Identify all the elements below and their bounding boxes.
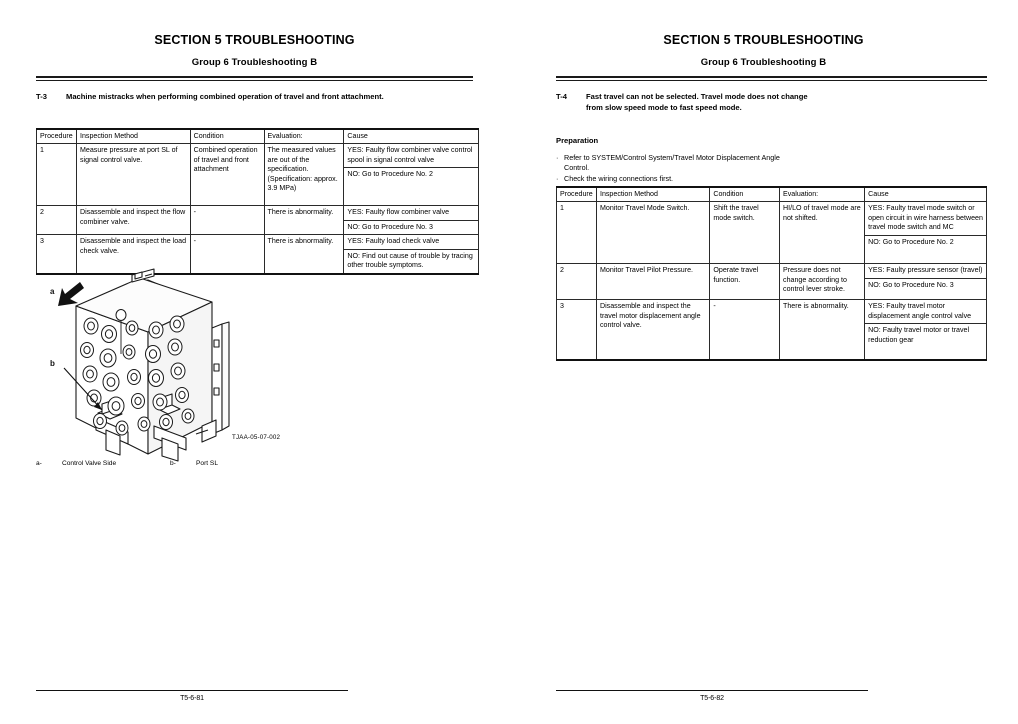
legend-item-a [36, 460, 170, 467]
list-item [556, 174, 987, 184]
preparation-item-text: Refer to SYSTEM/Control System/Travel Motor Displacement Angle Control. [564, 152, 780, 172]
problem-code: T-3 [36, 92, 47, 101]
table-row [37, 206, 479, 235]
cell-procedure: 3 [37, 235, 77, 274]
page-header-left [0, 0, 509, 68]
cell-cause [344, 206, 479, 235]
legend-key-a: a- [36, 460, 42, 467]
cell-inspection-method: Disassemble and inspect the load check valve. [76, 235, 190, 274]
cause-no: NO: Find out cause of trouble by tracing other trouble symptoms. [344, 249, 478, 273]
col-procedure: Procedure [557, 187, 597, 202]
group-title: Group 6 Troubleshooting B [700, 57, 827, 68]
troubleshooting-table-t3 [36, 128, 479, 275]
cause-no: NO: Faulty travel motor or travel reduction gear [865, 323, 986, 347]
table-row [557, 202, 987, 264]
col-evaluation: Evaluation: [780, 187, 865, 202]
cell-procedure: 1 [37, 144, 77, 206]
troubleshooting-table-t4 [556, 186, 987, 361]
cause-no: NO: Go to Procedure No. 3 [344, 220, 478, 234]
bullet-icon: · [556, 152, 559, 162]
group-title: Group 6 Troubleshooting B [191, 57, 318, 68]
cell-inspection-method: Monitor Travel Mode Switch. [596, 202, 709, 264]
cause-no: NO: Go to Procedure No. 2 [865, 235, 986, 249]
cell-inspection-method: Measure pressure at port SL of signal control valve. [76, 144, 190, 206]
legend-item-b [170, 460, 218, 467]
valve-block-illustration [36, 258, 479, 478]
cell-procedure: 2 [557, 264, 597, 300]
problem-text: Machine mistracks when performing combined operation of travel and front attachment. [66, 92, 384, 101]
cell-cause [865, 202, 987, 264]
cell-procedure: 2 [37, 206, 77, 235]
callout-arrow-a [58, 282, 84, 306]
legend-label-a: Control Valve Side [62, 460, 117, 467]
cause-no: NO: Go to Procedure No. 3 [865, 278, 986, 292]
cell-evaluation: The measured values are out of the specification. (Specification: approx. 3.9 MPa) [264, 144, 344, 206]
cell-cause [865, 300, 987, 360]
cause-yes: YES: Faulty travel motor displacement angle control valve [868, 302, 972, 320]
table-row [37, 144, 479, 206]
cause-yes: YES: Faulty load check valve [347, 237, 440, 246]
page-footer-right [556, 690, 999, 702]
footer-page-number: T5-6-82 [700, 695, 724, 702]
col-cause: Cause [865, 187, 987, 202]
table-row [557, 300, 987, 360]
cell-evaluation: There is abnormality. [264, 206, 344, 235]
cell-cause [865, 264, 987, 300]
header-rule [556, 76, 987, 81]
problem-statement [556, 92, 987, 114]
preparation-item-text: Check the wiring connections first. [564, 174, 674, 184]
section-title: SECTION 5 TROUBLESHOOTING [663, 33, 864, 47]
preparation-block [556, 136, 987, 185]
col-inspection-method: Inspection Method [596, 187, 709, 202]
table-header-row [37, 129, 479, 144]
cause-yes: YES: Faulty flow combiner valve [347, 208, 450, 217]
col-condition: Condition [710, 187, 780, 202]
callout-label-a: a [50, 287, 55, 296]
cause-yes: YES: Faulty pressure sensor (travel) [868, 266, 983, 275]
section-title: SECTION 5 TROUBLESHOOTING [154, 33, 355, 47]
cell-inspection-method: Monitor Travel Pilot Pressure. [596, 264, 709, 300]
footer-rule [556, 690, 868, 691]
bullet-icon: · [556, 174, 559, 184]
cell-cause [344, 144, 479, 206]
page-right [509, 0, 1018, 724]
table-row [557, 264, 987, 300]
col-evaluation: Evaluation: [264, 129, 344, 144]
col-inspection-method: Inspection Method [76, 129, 190, 144]
table-header-row [557, 187, 987, 202]
page-footer-left [36, 690, 479, 702]
problem-code: T-4 [556, 92, 567, 101]
preparation-title: Preparation [556, 135, 599, 145]
cell-evaluation: Pressure does not change according to control lever stroke. [780, 264, 865, 300]
header-rule [36, 76, 473, 81]
page-header-right [509, 0, 1018, 68]
cell-evaluation: There is abnormality. [780, 300, 865, 360]
cell-condition: - [710, 300, 780, 360]
col-procedure: Procedure [37, 129, 77, 144]
legend-label-b: Port SL [196, 460, 218, 467]
cell-condition: Combined operation of travel and front attachment [190, 144, 264, 206]
legend-key-b: b- [170, 460, 176, 467]
cell-evaluation: HI/LO of travel mode are not shifted. [780, 202, 865, 264]
col-condition: Condition [190, 129, 264, 144]
cell-condition: Operate travel function. [710, 264, 780, 300]
cell-condition: Shift the travel mode switch. [710, 202, 780, 264]
cell-procedure: 3 [557, 300, 597, 360]
cell-inspection-method: Disassemble and inspect the flow combiner valve. [76, 206, 190, 235]
cell-procedure: 1 [557, 202, 597, 264]
footer-page-number: T5-6-81 [180, 695, 204, 702]
cause-no: NO: Go to Procedure No. 2 [344, 167, 478, 181]
callout-label-b: b [50, 359, 55, 368]
figure-legend [36, 460, 479, 467]
cell-inspection-method: Disassemble and inspect the travel motor displacement angle control valve. [596, 300, 709, 360]
cause-yes: YES: Faulty travel mode switch or open circuit in wire harness between travel mode switch and MC [868, 204, 983, 232]
cell-evaluation: There is abnormality. [264, 235, 344, 274]
cell-condition: - [190, 206, 264, 235]
figure-signal-control-valve [36, 258, 479, 478]
figure-code: TJAA-05-07-002 [232, 434, 281, 441]
cause-yes: YES: Faulty flow combiner valve control spool in signal control valve [347, 146, 473, 164]
cell-condition: - [190, 235, 264, 274]
problem-statement [36, 92, 473, 103]
footer-rule [36, 690, 348, 691]
preparation-list [556, 153, 987, 185]
list-item [556, 153, 987, 174]
col-cause: Cause [344, 129, 479, 144]
problem-text: Fast travel can not be selected. Travel mode does not change from slow speed mode to fast speed mode. [586, 92, 808, 112]
